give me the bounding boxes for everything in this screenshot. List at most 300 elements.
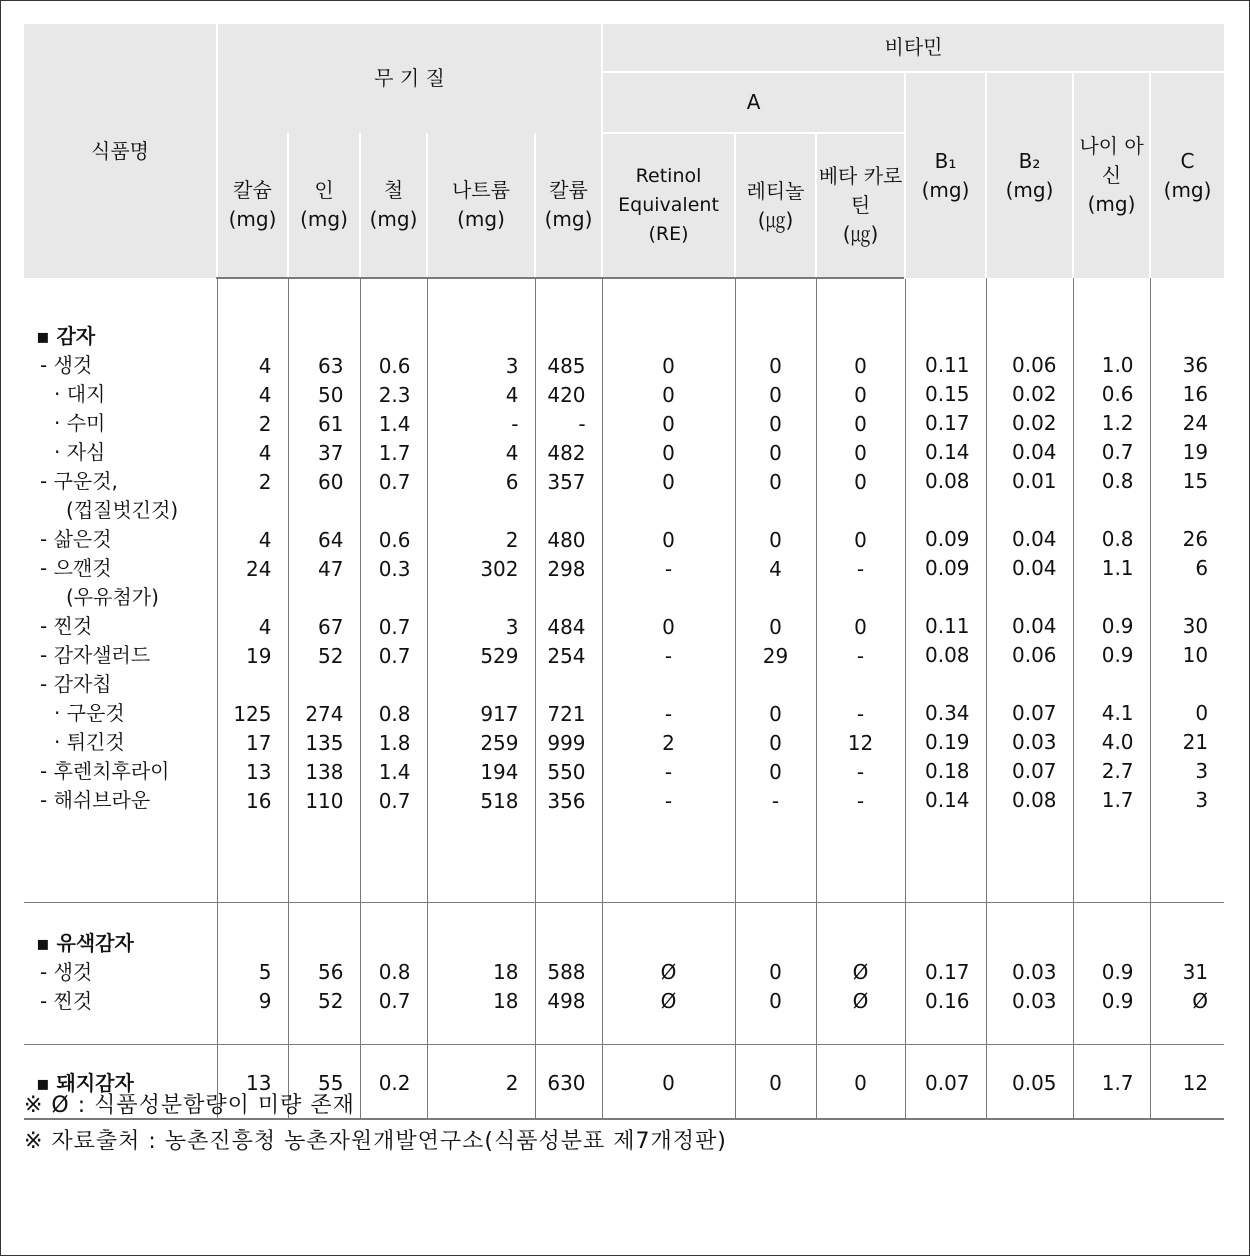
cell-value bbox=[736, 323, 816, 352]
cell-value bbox=[906, 322, 986, 351]
cell-value: 2 bbox=[258, 470, 272, 494]
cell-value: - bbox=[664, 644, 673, 668]
cell-value: 0.03 bbox=[1012, 730, 1057, 754]
cell-value bbox=[736, 929, 816, 958]
cell-value: 0 bbox=[854, 441, 867, 465]
cell-value: 498 bbox=[547, 989, 586, 1013]
cell-value: - bbox=[664, 789, 673, 813]
footnote-source: ※ 자료출처 : 농촌진흥청 농촌자원개발연구소(식품성분표 제7개정판) bbox=[24, 1129, 727, 1154]
footnotes bbox=[24, 1088, 727, 1160]
cell-value: 0.01 bbox=[1012, 469, 1057, 493]
cell-value: 480 bbox=[547, 528, 586, 552]
cell-value: 0.6 bbox=[378, 354, 411, 378]
cell-value bbox=[1074, 583, 1150, 612]
food-name: - 삶은것 bbox=[40, 527, 112, 551]
col-header-b1: B₁ (mg) bbox=[905, 72, 986, 278]
column-beta-carotene bbox=[816, 278, 905, 903]
cell-value: 64 bbox=[318, 528, 344, 552]
cell-value: 50 bbox=[318, 383, 344, 407]
cell-value: 0 bbox=[662, 528, 675, 552]
cell-value bbox=[987, 496, 1073, 525]
cell-value: 2.3 bbox=[378, 383, 411, 407]
cell-value: 1.4 bbox=[378, 760, 411, 784]
cell-value: 16 bbox=[1182, 382, 1209, 406]
cell-value bbox=[817, 584, 905, 613]
cell-value: - bbox=[664, 557, 673, 581]
cell-value bbox=[428, 497, 535, 526]
cell-value bbox=[361, 584, 427, 613]
cell-value: 19 bbox=[246, 644, 272, 668]
cell-value: 0 bbox=[854, 528, 867, 552]
cell-value: - bbox=[856, 557, 865, 581]
nutrition-table bbox=[24, 24, 1224, 1120]
col-header-niacin: 나이 아신 (mg) bbox=[1073, 72, 1150, 278]
cell-value: 12 bbox=[847, 731, 874, 755]
cell-value: 357 bbox=[547, 470, 586, 494]
cell-value bbox=[361, 929, 427, 958]
cell-value bbox=[1074, 322, 1150, 351]
cell-value bbox=[361, 497, 427, 526]
cell-value: 0.04 bbox=[1012, 556, 1057, 580]
cell-value bbox=[1151, 670, 1225, 699]
cell-value: 0.09 bbox=[925, 527, 970, 551]
food-name: - 찐것 bbox=[40, 989, 93, 1013]
cell-value: 36 bbox=[1182, 353, 1209, 377]
food-name: - 으깬것 bbox=[40, 556, 112, 580]
cell-value bbox=[817, 497, 905, 526]
food-name: · 대지 bbox=[54, 382, 106, 406]
cell-value: 1.7 bbox=[1101, 788, 1134, 812]
cell-value: 0.03 bbox=[1012, 960, 1057, 984]
col-header-iron: 철 (mg) bbox=[360, 133, 427, 278]
food-name: - 구운것, bbox=[40, 469, 118, 493]
cell-value: 4 bbox=[258, 441, 272, 465]
cell-value: 0.05 bbox=[1012, 1071, 1057, 1095]
cell-value: 0 bbox=[662, 470, 675, 494]
cell-value bbox=[536, 497, 602, 526]
cell-value: 0.16 bbox=[925, 989, 970, 1013]
cell-value: 194 bbox=[480, 760, 519, 784]
cell-value: 2 bbox=[258, 412, 272, 436]
cell-value: 0.08 bbox=[925, 469, 970, 493]
cell-value: 0 bbox=[769, 989, 782, 1013]
cell-value: 0.03 bbox=[1012, 989, 1057, 1013]
cell-value: 0.08 bbox=[1012, 788, 1057, 812]
cell-value: 0.34 bbox=[925, 701, 970, 725]
food-name: - 감자샐러드 bbox=[40, 643, 151, 667]
cell-value: 12 bbox=[1182, 1071, 1209, 1095]
food-name-header: 식품명 bbox=[24, 24, 217, 278]
cell-value: 47 bbox=[318, 557, 344, 581]
cell-value: 0 bbox=[854, 383, 867, 407]
cell-value: 0.2 bbox=[378, 1071, 411, 1095]
cell-value: 356 bbox=[547, 789, 586, 813]
cell-value: 721 bbox=[547, 702, 586, 726]
cell-value: 1.8 bbox=[378, 731, 411, 755]
column-iron bbox=[360, 903, 427, 1045]
food-name: ▪ 돼지감자 bbox=[36, 1071, 134, 1095]
cell-value bbox=[987, 929, 1073, 958]
food-name: - 생것 bbox=[40, 353, 93, 377]
cell-value: 0.9 bbox=[1101, 989, 1134, 1013]
cell-value: 0 bbox=[854, 412, 867, 436]
cell-value: 0.8 bbox=[378, 960, 411, 984]
column-iron bbox=[360, 278, 427, 903]
column-phosphorus bbox=[288, 903, 360, 1045]
cell-value: 55 bbox=[318, 1071, 344, 1095]
cell-value: 0.02 bbox=[1012, 411, 1057, 435]
cell-value bbox=[906, 496, 986, 525]
cell-value: 37 bbox=[318, 441, 344, 465]
column-beta-carotene bbox=[816, 1045, 905, 1120]
cell-value bbox=[736, 671, 816, 700]
cell-value: 0.11 bbox=[925, 353, 970, 377]
cell-value: 0.8 bbox=[378, 702, 411, 726]
cell-value: 0.09 bbox=[925, 556, 970, 580]
cell-value: 0.6 bbox=[378, 528, 411, 552]
col-header-retinol: 레티놀 (㎍) bbox=[735, 133, 816, 278]
cell-value: 1.1 bbox=[1101, 556, 1134, 580]
cell-value: 4 bbox=[258, 354, 272, 378]
cell-value: 13 bbox=[246, 760, 272, 784]
column-b2 bbox=[986, 278, 1073, 903]
cell-value: 9 bbox=[258, 989, 272, 1013]
col-header-retinol-equivalent: Retinol Equivalent (RE) bbox=[602, 133, 735, 278]
cell-value bbox=[428, 584, 535, 613]
cell-value bbox=[1151, 929, 1225, 958]
column-retinol bbox=[735, 1045, 816, 1120]
cell-value: 4 bbox=[769, 557, 782, 581]
cell-value: 420 bbox=[547, 383, 586, 407]
cell-value bbox=[603, 584, 735, 613]
food-name: · 수미 bbox=[54, 411, 106, 435]
cell-value: 0.7 bbox=[378, 615, 411, 639]
cell-value: 0.14 bbox=[925, 788, 970, 812]
cell-value bbox=[987, 670, 1073, 699]
cell-value: 4.1 bbox=[1101, 701, 1134, 725]
cell-value: 16 bbox=[246, 789, 272, 813]
cell-value: 0.07 bbox=[925, 1071, 970, 1095]
cell-value: - bbox=[856, 644, 865, 668]
cell-value bbox=[218, 929, 288, 958]
table-group bbox=[24, 278, 1224, 903]
food-name: - 해쉬브라운 bbox=[40, 788, 151, 812]
cell-value bbox=[603, 671, 735, 700]
cell-value bbox=[1151, 583, 1225, 612]
column-calcium bbox=[217, 903, 288, 1045]
col-header-calcium: 칼슘 (mg) bbox=[217, 133, 288, 278]
cell-value bbox=[603, 929, 735, 958]
cell-value: 0.06 bbox=[1012, 643, 1057, 667]
column-vitamin-c bbox=[1150, 903, 1224, 1045]
cell-value bbox=[289, 584, 360, 613]
cell-value: 0.02 bbox=[1012, 382, 1057, 406]
cell-value: 0 bbox=[854, 615, 867, 639]
cell-value: - bbox=[856, 789, 865, 813]
column-niacin bbox=[1073, 1045, 1150, 1120]
cell-value: 0.18 bbox=[925, 759, 970, 783]
cell-value: 0 bbox=[662, 354, 675, 378]
cell-value bbox=[218, 323, 288, 352]
cell-value: 588 bbox=[547, 960, 586, 984]
cell-value: 0 bbox=[662, 1071, 675, 1095]
cell-value: 4 bbox=[505, 383, 519, 407]
food-name: - 감자칩 bbox=[40, 672, 112, 696]
cell-value: 0 bbox=[769, 615, 782, 639]
cell-value: 999 bbox=[547, 731, 586, 755]
cell-value bbox=[1074, 670, 1150, 699]
col-header-b2: B₂ (mg) bbox=[986, 72, 1073, 278]
cell-value: 0.07 bbox=[1012, 759, 1057, 783]
cell-value: 0 bbox=[854, 1071, 867, 1095]
cell-value: 18 bbox=[493, 960, 519, 984]
column-beta-carotene bbox=[816, 903, 905, 1045]
column-sodium bbox=[427, 903, 535, 1045]
cell-value bbox=[289, 671, 360, 700]
cell-value bbox=[361, 671, 427, 700]
cell-value: 0 bbox=[1195, 701, 1209, 725]
cell-value: 60 bbox=[318, 470, 344, 494]
cell-value: 0.7 bbox=[378, 789, 411, 813]
cell-value bbox=[218, 584, 288, 613]
cell-value bbox=[603, 323, 735, 352]
cell-value: 18 bbox=[493, 989, 519, 1013]
cell-value bbox=[1151, 496, 1225, 525]
cell-value: 550 bbox=[547, 760, 586, 784]
column-sodium bbox=[427, 278, 535, 903]
cell-value: 31 bbox=[1182, 960, 1209, 984]
food-name: - 찐것 bbox=[40, 614, 93, 638]
cell-value: 0 bbox=[769, 470, 782, 494]
food-name: ▪ 유색감자 bbox=[36, 931, 134, 955]
cell-value: 482 bbox=[547, 441, 586, 465]
cell-value: - bbox=[856, 702, 865, 726]
cell-value: - bbox=[578, 412, 586, 436]
column-b1 bbox=[905, 1045, 986, 1120]
cell-value: 0.04 bbox=[1012, 614, 1057, 638]
cell-value: Ø bbox=[852, 989, 869, 1013]
cell-value bbox=[218, 497, 288, 526]
cell-value bbox=[603, 497, 735, 526]
cell-value: 0.3 bbox=[378, 557, 411, 581]
cell-value: 24 bbox=[1182, 411, 1209, 435]
cell-value: 15 bbox=[1182, 469, 1209, 493]
cell-value: - bbox=[511, 412, 519, 436]
cell-value: 135 bbox=[305, 731, 344, 755]
cell-value bbox=[536, 323, 602, 352]
cell-value: 0 bbox=[662, 383, 675, 407]
cell-value: - bbox=[664, 702, 673, 726]
cell-value: 0.15 bbox=[925, 382, 970, 406]
food-name: · 구운것 bbox=[54, 701, 125, 725]
cell-value: Ø bbox=[852, 960, 869, 984]
cell-value bbox=[289, 929, 360, 958]
cell-value: 0.04 bbox=[1012, 527, 1057, 551]
cell-value: 0.19 bbox=[925, 730, 970, 754]
cell-value: 630 bbox=[547, 1071, 586, 1095]
food-name: - 후렌치후라이 bbox=[40, 759, 170, 783]
column-retinol bbox=[735, 903, 816, 1045]
cell-value bbox=[536, 929, 602, 958]
cell-value: 0.9 bbox=[1101, 643, 1134, 667]
cell-value: 26 bbox=[1182, 527, 1209, 551]
col-header-vitamin-c: C (mg) bbox=[1150, 72, 1224, 278]
cell-value: 3 bbox=[505, 354, 519, 378]
cell-value: 67 bbox=[318, 615, 344, 639]
cell-value: 917 bbox=[480, 702, 519, 726]
cell-value: - bbox=[856, 760, 865, 784]
column-niacin bbox=[1073, 278, 1150, 903]
cell-value: 0 bbox=[769, 441, 782, 465]
footnote-trace: ※ Ø : 식품성분함량이 미량 존재 bbox=[24, 1093, 355, 1118]
food-name: · 자심 bbox=[54, 440, 106, 464]
cell-value: 484 bbox=[547, 615, 586, 639]
cell-value: 4 bbox=[258, 528, 272, 552]
cell-value: 0.9 bbox=[1101, 960, 1134, 984]
cell-value: 10 bbox=[1182, 643, 1209, 667]
vitamin-a-header: A bbox=[602, 72, 905, 133]
minerals-header: 무 기 질 bbox=[217, 24, 602, 133]
cell-value: 56 bbox=[318, 960, 344, 984]
cell-value: 3 bbox=[1195, 788, 1209, 812]
cell-value: 0.07 bbox=[1012, 701, 1057, 725]
cell-value: 259 bbox=[480, 731, 519, 755]
column-retinol-equivalent bbox=[602, 903, 735, 1045]
cell-value: 3 bbox=[505, 615, 519, 639]
column-calcium bbox=[217, 278, 288, 903]
cell-value: 254 bbox=[547, 644, 586, 668]
cell-value bbox=[536, 584, 602, 613]
cell-value: 17 bbox=[246, 731, 272, 755]
cell-value bbox=[218, 671, 288, 700]
column-phosphorus bbox=[288, 278, 360, 903]
cell-value: 0.11 bbox=[925, 614, 970, 638]
cell-value: 0 bbox=[854, 470, 867, 494]
cell-value: 0 bbox=[769, 412, 782, 436]
cell-value: 0.7 bbox=[378, 470, 411, 494]
cell-value: 0 bbox=[662, 441, 675, 465]
cell-value: 0.08 bbox=[925, 643, 970, 667]
cell-value: 0 bbox=[769, 354, 782, 378]
cell-value: 274 bbox=[305, 702, 344, 726]
cell-value: 110 bbox=[305, 789, 344, 813]
cell-value: 0 bbox=[854, 354, 867, 378]
column-vitamin-c bbox=[1150, 278, 1224, 903]
cell-value bbox=[987, 583, 1073, 612]
cell-value: 0 bbox=[769, 1071, 782, 1095]
food-name: (껍질벗긴것) bbox=[66, 498, 179, 522]
cell-value bbox=[906, 670, 986, 699]
food-name-cell bbox=[24, 278, 217, 903]
table-group bbox=[24, 903, 1224, 1045]
cell-value bbox=[1151, 322, 1225, 351]
cell-value: 19 bbox=[1182, 440, 1209, 464]
cell-value: 0 bbox=[769, 731, 782, 755]
cell-value: Ø bbox=[1192, 989, 1209, 1013]
cell-value: 0.9 bbox=[1101, 614, 1134, 638]
column-retinol bbox=[735, 278, 816, 903]
cell-value bbox=[289, 323, 360, 352]
cell-value: 4.0 bbox=[1101, 730, 1134, 754]
cell-value: 1.7 bbox=[378, 441, 411, 465]
cell-value: 3 bbox=[1195, 759, 1209, 783]
food-name: (우유첨가) bbox=[66, 585, 159, 609]
column-vitamin-c bbox=[1150, 1045, 1224, 1120]
cell-value bbox=[987, 322, 1073, 351]
cell-value: 302 bbox=[480, 557, 519, 581]
cell-value: 0.7 bbox=[1101, 440, 1134, 464]
cell-value: 4 bbox=[258, 383, 272, 407]
cell-value bbox=[736, 497, 816, 526]
cell-value: 0.8 bbox=[1101, 469, 1134, 493]
col-header-sodium: 나트륨 (mg) bbox=[427, 133, 535, 278]
cell-value: 63 bbox=[318, 354, 344, 378]
cell-value: 29 bbox=[762, 644, 789, 668]
cell-value: 4 bbox=[258, 615, 272, 639]
cell-value: Ø bbox=[660, 989, 677, 1013]
cell-value bbox=[428, 323, 535, 352]
food-name: · 튀긴것 bbox=[54, 730, 125, 754]
cell-value: Ø bbox=[660, 960, 677, 984]
cell-value: 0.17 bbox=[925, 960, 970, 984]
column-potassium bbox=[535, 278, 602, 903]
cell-value bbox=[736, 584, 816, 613]
cell-value: 529 bbox=[480, 644, 519, 668]
cell-value: 0.7 bbox=[378, 989, 411, 1013]
column-b1 bbox=[905, 278, 986, 903]
cell-value: 2 bbox=[505, 528, 519, 552]
food-name: - 생것 bbox=[40, 960, 93, 984]
column-b2 bbox=[986, 903, 1073, 1045]
cell-value: 61 bbox=[318, 412, 344, 436]
cell-value bbox=[1074, 929, 1150, 958]
vitamins-header: 비타민 bbox=[602, 24, 1224, 72]
cell-value: 0.17 bbox=[925, 411, 970, 435]
cell-value bbox=[361, 323, 427, 352]
cell-value: 24 bbox=[246, 557, 272, 581]
column-retinol-equivalent bbox=[602, 278, 735, 903]
cell-value: 298 bbox=[547, 557, 586, 581]
cell-value: 0.6 bbox=[1101, 382, 1134, 406]
cell-value: 6 bbox=[505, 470, 519, 494]
cell-value: 30 bbox=[1182, 614, 1209, 638]
cell-value: 0.04 bbox=[1012, 440, 1057, 464]
cell-value: 2 bbox=[662, 731, 675, 755]
column-b1 bbox=[905, 903, 986, 1045]
cell-value: 0 bbox=[769, 760, 782, 784]
cell-value: 0 bbox=[769, 383, 782, 407]
cell-value: 2 bbox=[505, 1071, 519, 1095]
cell-value: 0.8 bbox=[1101, 527, 1134, 551]
cell-value: 0.06 bbox=[1012, 353, 1057, 377]
cell-value: 52 bbox=[318, 989, 344, 1013]
cell-value bbox=[536, 671, 602, 700]
cell-value: 0.14 bbox=[925, 440, 970, 464]
col-header-beta-carotene: 베타 카로틴 (㎍) bbox=[816, 133, 905, 278]
column-potassium bbox=[535, 903, 602, 1045]
cell-value: 13 bbox=[246, 1071, 272, 1095]
cell-value bbox=[817, 323, 905, 352]
cell-value: 125 bbox=[233, 702, 272, 726]
cell-value: 0 bbox=[769, 960, 782, 984]
cell-value bbox=[906, 929, 986, 958]
cell-value: 1.0 bbox=[1101, 353, 1134, 377]
cell-value bbox=[1074, 496, 1150, 525]
cell-value: 6 bbox=[1195, 556, 1209, 580]
cell-value bbox=[817, 929, 905, 958]
cell-value: 138 bbox=[305, 760, 344, 784]
cell-value bbox=[428, 929, 535, 958]
